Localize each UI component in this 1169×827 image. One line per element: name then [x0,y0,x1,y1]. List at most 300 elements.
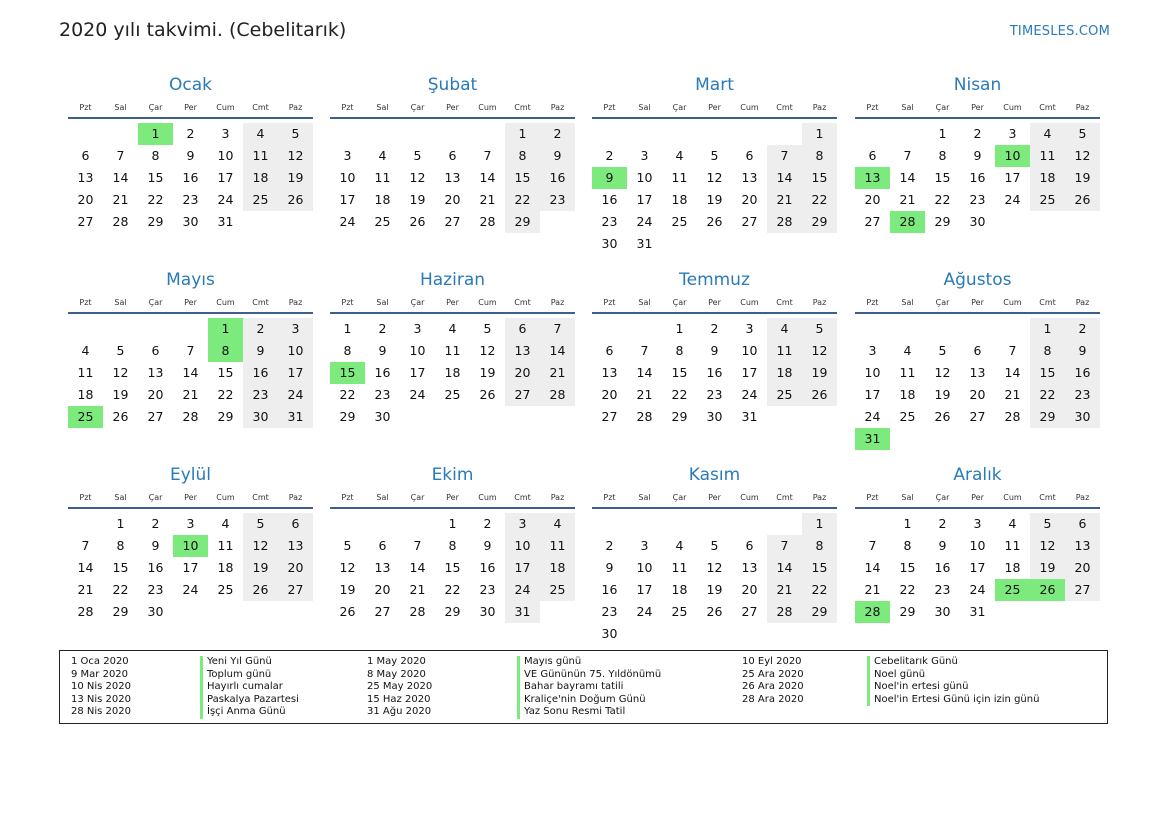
holiday-name: Toplum günü [207,668,272,680]
week-row [330,579,575,601]
day-cell: 27 [278,579,313,601]
day-cell: 9 [710,343,719,358]
holiday-date: 26 Ara 2020 [742,681,804,693]
day-cell: 6 [448,148,457,163]
day-cell: 17 [505,557,540,579]
day-cell: 7 [868,538,877,553]
empty-cell [890,123,925,145]
day-cell: 21 [767,579,802,601]
holiday-date-column [367,656,432,719]
weekday-header [330,294,575,314]
empty-cell [540,601,575,623]
month-3 [592,73,837,255]
empty-cell [1065,601,1100,623]
day-cell: 27 [864,214,881,229]
day-cell: 7 [483,148,492,163]
day-cell: 30 [706,409,723,424]
day-cell: 31 [505,601,540,623]
month-name: Haziran [419,270,486,290]
empty-cell [68,123,103,145]
day-cell: 10 [741,343,758,358]
day-cell: 9 [378,343,387,358]
weekday-label: Çar [410,298,425,307]
holiday-name: Mayıs günü [524,656,582,667]
day-cell: 14 [540,340,575,362]
empty-cell [173,318,208,340]
day-cell: 19 [278,167,313,189]
empty-cell [767,513,802,535]
weekday-label: Cmt [1039,298,1056,307]
day-cell: 21 [767,189,802,211]
day-cell: 29 [899,604,916,619]
holiday-day-cell: 10 [995,145,1030,167]
day-cell: 5 [483,321,492,336]
day-cell: 4 [675,538,684,553]
day-cell: 20 [601,387,618,402]
day-cell: 29 [802,601,837,623]
weekday-label: Per [971,298,984,307]
empty-cell [697,513,732,535]
week-row [330,340,575,362]
day-cell: 10 [339,170,356,185]
day-cell: 13 [741,170,758,185]
holiday-date: 25 Ara 2020 [742,668,804,680]
weekday-label: Paz [1075,103,1090,112]
day-cell: 30 [601,626,618,641]
day-cell: 22 [505,189,540,211]
day-cell: 24 [182,582,199,597]
month-name: Mart [695,75,734,95]
day-cell: 9 [938,538,947,553]
week-row [68,557,313,579]
empty-cell [1065,211,1100,233]
day-cell: 3 [221,126,230,141]
month-name: Kasım [688,465,741,485]
day-cell: 19 [112,387,129,402]
day-cell: 1 [343,321,352,336]
day-cell: 7 [903,148,912,163]
week-row [68,123,313,145]
week-row [592,123,837,145]
day-cell: 26 [243,579,278,601]
day-cell: 28 [77,604,94,619]
weekday-label: Cmt [776,298,793,307]
day-cell: 7 [186,343,195,358]
day-cell: 17 [182,560,199,575]
empty-cell [627,623,662,645]
day-cell: 3 [640,538,649,553]
day-cell: 20 [77,192,94,207]
holiday-name: Hayırlı cumalar [207,681,283,693]
weekday-label: Cmt [252,298,269,307]
day-cell: 3 [868,343,877,358]
weekday-label: Paz [1075,493,1090,502]
day-cell: 18 [77,387,94,402]
empty-cell [365,123,400,145]
day-cell: 13 [505,340,540,362]
day-cell: 23 [1065,384,1100,406]
day-cell: 7 [640,343,649,358]
week-row [855,318,1100,340]
day-cell: 15 [147,170,164,185]
weekday-label: Per [971,493,984,502]
day-cell: 2 [973,126,982,141]
day-cell: 21 [864,582,881,597]
weekday-label: Cmt [1039,493,1056,502]
weekday-label: Per [446,103,459,112]
day-cell: 5 [1030,513,1065,535]
holiday-name: Yaz Sonu Resmi Tatil [524,706,626,718]
day-cell: 29 [147,214,164,229]
day-cell: 13 [601,365,618,380]
day-cell: 3 [343,148,352,163]
day-cell: 29 [1030,406,1065,428]
day-cell: 8 [802,535,837,557]
week-row [68,579,313,601]
empty-cell [1030,211,1065,233]
day-cell: 15 [899,560,916,575]
day-cell: 3 [640,148,649,163]
day-cell: 24 [1004,192,1021,207]
day-cell: 1 [802,513,837,535]
day-cell: 22 [899,582,916,597]
day-cell: 6 [605,343,614,358]
day-cell: 11 [444,343,461,358]
empty-cell [592,318,627,340]
day-cell: 5 [243,513,278,535]
day-cell: 12 [278,145,313,167]
weekday-label: Cum [1003,103,1022,112]
week-row [592,557,837,579]
weekday-label: Cum [216,493,235,502]
week-row [592,579,837,601]
month-7 [592,268,837,428]
weekday-header [68,489,313,509]
weekday-label: Çar [410,493,425,502]
week-row [330,145,575,167]
weekday-header [330,99,575,119]
holiday-name: Kraliçe'nin Doğum Günü [524,693,646,705]
day-cell: 12 [934,365,951,380]
week-row [330,601,575,623]
weekday-label: Cmt [1039,103,1056,112]
week-row [855,340,1100,362]
week-row [592,513,837,535]
day-cell: 2 [378,321,387,336]
empty-cell [243,211,278,233]
empty-cell [470,406,505,428]
empty-cell [960,318,995,340]
day-cell: 4 [1008,516,1017,531]
week-row [592,167,837,189]
holiday-date: 15 Haz 2020 [367,693,431,705]
day-cell: 11 [899,365,916,380]
day-cell: 31 [741,409,758,424]
empty-cell [470,123,505,145]
weekday-label: Per [184,298,197,307]
week-row [330,318,575,340]
day-cell: 4 [448,321,457,336]
empty-cell [802,406,837,428]
weekday-label: Sal [901,103,914,112]
week-row [592,340,837,362]
week-row [855,211,1100,233]
day-cell: 27 [77,214,94,229]
day-cell: 10 [636,560,653,575]
day-cell: 27 [969,409,986,424]
day-cell: 30 [1065,406,1100,428]
empty-cell [627,318,662,340]
day-cell: 3 [413,321,422,336]
week-row [855,167,1100,189]
empty-cell [540,211,575,233]
week-row [330,362,575,384]
month-8 [855,268,1100,450]
month-name: Aralık [953,465,1002,485]
day-cell: 7 [81,538,90,553]
weekday-label: Per [184,103,197,112]
day-cell: 14 [409,560,426,575]
week-row [68,406,313,428]
holiday-day-cell: 10 [173,535,208,557]
weekday-label: Pzt [341,103,354,112]
weekday-label: Sal [376,493,389,502]
day-cell: 27 [374,604,391,619]
weekday-label: Cmt [252,493,269,502]
day-cell: 9 [151,538,160,553]
day-cell: 29 [934,214,951,229]
day-cell: 15 [505,167,540,189]
day-cell: 24 [217,192,234,207]
day-cell: 4 [378,148,387,163]
weekday-label: Cum [740,493,759,502]
day-cell: 17 [1004,170,1021,185]
weekday-label: Cmt [776,103,793,112]
weekday-label: Paz [550,493,565,502]
weekday-label: Per [708,493,721,502]
week-row [330,189,575,211]
day-cell: 6 [973,343,982,358]
day-cell: 28 [636,409,653,424]
day-cell: 6 [868,148,877,163]
day-cell: 27 [444,214,461,229]
day-cell: 2 [938,516,947,531]
day-cell: 18 [899,387,916,402]
month-10 [330,463,575,623]
weekday-label: Pzt [603,103,616,112]
weekday-label: Pzt [79,298,92,307]
holiday-date: 1 May 2020 [367,656,426,667]
day-cell: 11 [243,145,278,167]
day-cell: 21 [899,192,916,207]
day-cell: 20 [374,582,391,597]
day-cell: 5 [1065,123,1100,145]
day-cell: 2 [605,148,614,163]
day-cell: 28 [409,604,426,619]
holiday-day-cell: 13 [855,167,890,189]
day-cell: 16 [243,362,278,384]
day-cell: 22 [112,582,129,597]
site-logo-text[interactable]: TIMESLES.COM [1009,24,1110,39]
day-cell: 30 [243,406,278,428]
day-cell: 23 [969,192,986,207]
day-cell: 7 [413,538,422,553]
day-cell: 2 [483,516,492,531]
empty-cell [890,428,925,450]
day-cell: 28 [182,409,199,424]
day-cell: 16 [601,582,618,597]
week-row [592,318,837,340]
day-cell: 14 [767,167,802,189]
day-cell: 15 [934,170,951,185]
day-cell: 8 [675,343,684,358]
empty-cell [540,406,575,428]
day-cell: 27 [741,604,758,619]
day-cell: 19 [339,582,356,597]
empty-cell [627,123,662,145]
day-cell: 29 [671,409,688,424]
week-row [592,362,837,384]
month-11 [592,463,837,645]
day-cell: 15 [444,560,461,575]
week-row [592,384,837,406]
weekday-label: Cmt [776,493,793,502]
holiday-name: Cebelitarık Günü [874,656,958,667]
week-row [68,362,313,384]
holiday-day-cell: 9 [592,167,627,189]
holiday-day-cell: 8 [208,340,243,362]
day-cell: 23 [182,192,199,207]
week-row [592,211,837,233]
empty-cell [697,623,732,645]
day-cell: 18 [1004,560,1021,575]
day-cell: 16 [374,365,391,380]
day-cell: 7 [767,535,802,557]
weekday-label: Paz [550,298,565,307]
day-cell: 5 [116,343,125,358]
month-name: Nisan [953,75,1002,95]
day-cell: 12 [1065,145,1100,167]
month-name: Ekim [431,465,474,485]
week-row [592,535,837,557]
day-cell: 27 [1065,579,1100,601]
day-cell: 12 [802,340,837,362]
weekday-label: Cum [478,493,497,502]
month-6 [330,268,575,428]
weekday-label: Pzt [341,493,354,502]
day-cell: 20 [969,387,986,402]
day-cell: 29 [444,604,461,619]
week-row [68,189,313,211]
empty-cell [330,513,365,535]
weekday-header [592,294,837,314]
month-name: Temmuz [679,270,750,290]
empty-cell [400,123,435,145]
day-cell: 11 [374,170,391,185]
day-cell: 9 [973,148,982,163]
weekday-label: Paz [550,103,565,112]
day-cell: 15 [802,167,837,189]
empty-cell [278,211,313,233]
day-cell: 31 [278,406,313,428]
weekday-label: Sal [638,493,651,502]
holiday-day-cell: 25 [995,579,1030,601]
day-cell: 6 [151,343,160,358]
weekday-label: Paz [288,298,303,307]
day-cell: 5 [343,538,352,553]
week-row [592,189,837,211]
holiday-name: İşçi Anma Günü [207,706,286,718]
empty-cell [767,123,802,145]
empty-cell [243,601,278,623]
day-cell: 11 [767,340,802,362]
weekday-label: Çar [148,298,163,307]
day-cell: 30 [934,604,951,619]
week-row [592,601,837,623]
holiday-date: 8 May 2020 [367,668,426,680]
day-cell: 11 [1030,145,1065,167]
day-cell: 29 [339,409,356,424]
holiday-name-column [517,656,661,719]
empty-cell [890,318,925,340]
day-cell: 3 [973,516,982,531]
holiday-legend [59,650,1108,724]
day-cell: 1 [505,123,540,145]
holiday-name: Noel'in ertesi günü [874,681,969,693]
holiday-date: 25 May 2020 [367,681,433,693]
day-cell: 1 [802,123,837,145]
month-name: Ocak [169,75,212,95]
week-row [330,211,575,233]
day-cell: 8 [802,145,837,167]
empty-cell [767,233,802,255]
day-cell: 28 [540,384,575,406]
empty-cell [400,513,435,535]
day-cell: 11 [671,560,688,575]
day-cell: 24 [864,409,881,424]
day-cell: 2 [605,538,614,553]
day-cell: 3 [278,318,313,340]
day-cell: 22 [934,192,951,207]
day-cell: 6 [505,318,540,340]
day-cell: 25 [374,214,391,229]
day-cell: 3 [745,321,754,336]
month-9 [68,463,313,623]
empty-cell [995,428,1030,450]
weekday-header [592,99,837,119]
empty-cell [662,233,697,255]
day-cell: 13 [278,535,313,557]
day-cell: 24 [505,579,540,601]
day-cell: 26 [112,409,129,424]
day-cell: 15 [112,560,129,575]
day-cell: 3 [1008,126,1017,141]
day-cell: 29 [217,409,234,424]
day-cell: 6 [378,538,387,553]
day-cell: 26 [706,604,723,619]
day-cell: 26 [339,604,356,619]
day-cell: 1 [675,321,684,336]
day-cell: 18 [671,582,688,597]
weekday-label: Cmt [514,493,531,502]
weekday-label: Paz [288,493,303,502]
weekday-label: Pzt [79,493,92,502]
weekday-label: Per [446,298,459,307]
day-cell: 23 [540,189,575,211]
day-cell: 20 [741,192,758,207]
empty-cell [435,406,470,428]
weekday-label: Paz [288,103,303,112]
